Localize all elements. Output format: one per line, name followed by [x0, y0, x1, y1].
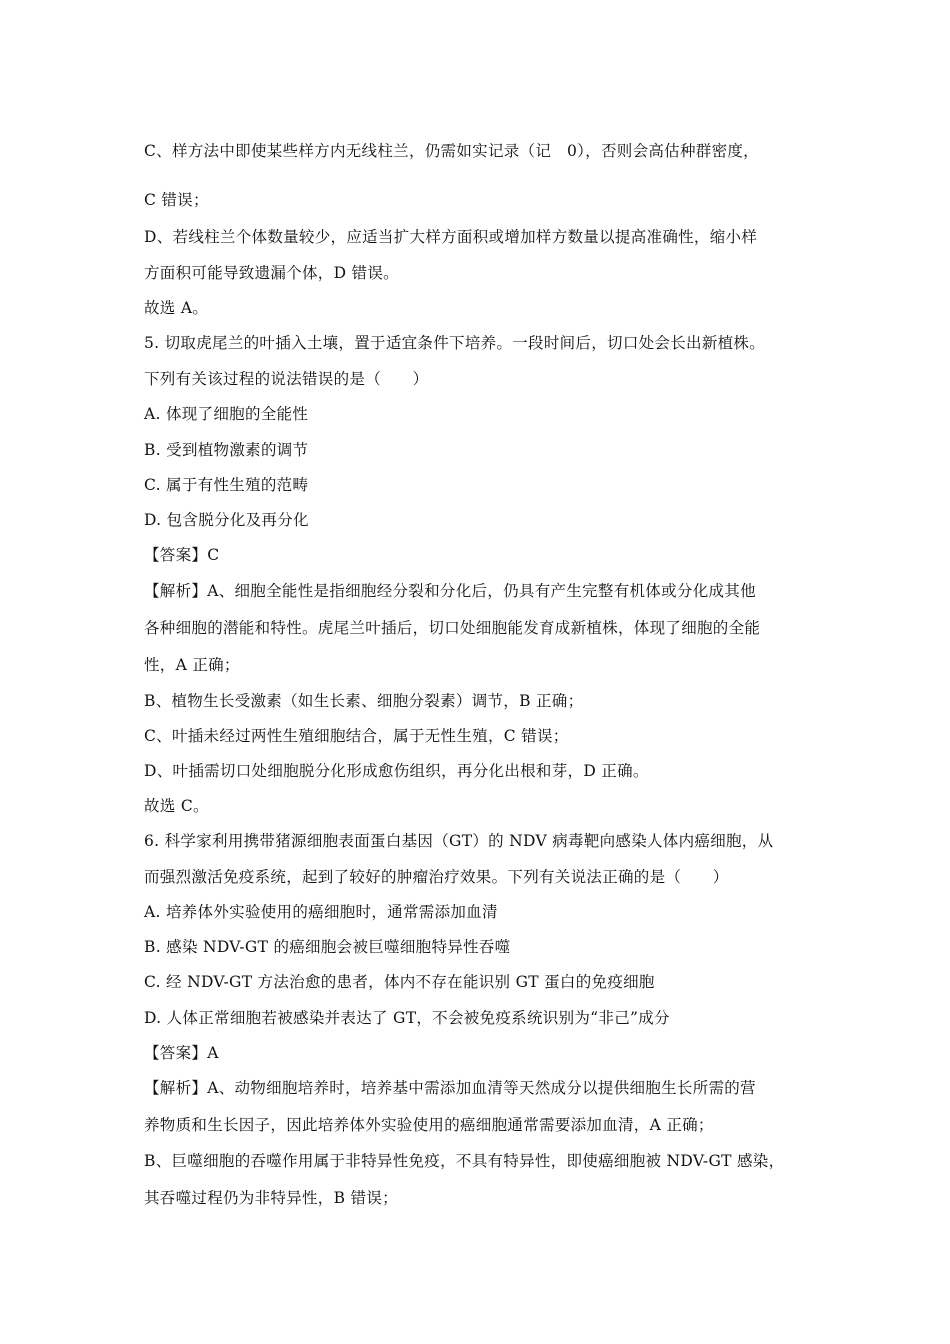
analysis-text: B、巨噬细胞的吞噬作用属于非特异性免疫，不具有特异性，即使癌细胞被 NDV-GT 感染， [144, 1152, 785, 1170]
question-5-stem: 下列有关该过程的说法错误的是（ ） [144, 370, 429, 388]
option-b: B. 受到植物激素的调节 [144, 441, 309, 459]
option-c: C. 经 NDV-GT 方法治愈的患者，体内不存在能识别 GT 蛋白的免疫细胞 [144, 973, 655, 991]
answer-label: 【答案】C [144, 546, 220, 564]
analysis-text: D、叶插需切口处细胞脱分化形成愈伤组织，再分化出根和芽，D 正确。 [144, 762, 649, 780]
option-a: A. 体现了细胞的全能性 [144, 405, 309, 423]
analysis-text: C、叶插未经过两性生殖细胞结合，属于无性生殖，C 错误； [144, 727, 569, 745]
analysis-text: B、植物生长受激素（如生长素、细胞分裂素）调节，B 正确； [144, 692, 584, 710]
text-line: 故选 A。 [144, 299, 209, 317]
option-b: B. 感染 NDV-GT 的癌细胞会被巨噬细胞特异性吞噬 [144, 938, 511, 956]
question-6-stem: 而强烈激活免疫系统，起到了较好的肿瘤治疗效果。下列有关说法正确的是（ ） [144, 868, 729, 886]
option-a: A. 培养体外实验使用的癌细胞时，通常需添加血清 [144, 903, 498, 921]
text-line: C、样方法中即使某些样方内无线柱兰，仍需如实记录（记 0），否则会高估种群密度， [144, 142, 759, 160]
analysis-text: 养物质和生长因子，因此培养体外实验使用的癌细胞通常需要添加血清，A 正确； [144, 1116, 714, 1134]
analysis-text: 【解析】A、动物细胞培养时，培养基中需添加血清等天然成分以提供细胞生长所需的营 [144, 1079, 756, 1097]
analysis-text: 其吞噬过程仍为非特异性，B 错误； [144, 1189, 398, 1207]
question-6-stem: 6. 科学家利用携带猪源细胞表面蛋白基因（GT）的 NDV 病毒靶向感染人体内癌细胞，从 [144, 832, 774, 850]
text-line: C 错误； [144, 191, 209, 209]
text-line: D、若线柱兰个体数量较少，应适当扩大样方面积或增加样方数量以提高准确性，缩小样 [144, 228, 758, 246]
analysis-text: 性，A 正确； [144, 656, 240, 674]
analysis-text: 各种细胞的潜能和特性。虎尾兰叶插后，切口处细胞能发育成新植株，体现了细胞的全能 [144, 619, 761, 637]
text-line: 故选 C。 [144, 797, 209, 815]
question-5-stem: 5. 切取虎尾兰的叶插入土壤，置于适宜条件下培养。一段时间后，切口处会长出新植株。 [144, 334, 766, 352]
option-d: D. 人体正常细胞若被感染并表达了 GT，不会被免疫系统识别为“非己”成分 [144, 1009, 670, 1027]
answer-label: 【答案】A [144, 1044, 219, 1062]
analysis-text: 【解析】A、细胞全能性是指细胞经分裂和分化后，仍具有产生完整有机体或分化成其他 [144, 582, 756, 600]
option-c: C. 属于有性生殖的范畴 [144, 476, 309, 494]
option-d: D. 包含脱分化及再分化 [144, 511, 309, 529]
text-line: 方面积可能导致遗漏个体，D 错误。 [144, 264, 399, 282]
